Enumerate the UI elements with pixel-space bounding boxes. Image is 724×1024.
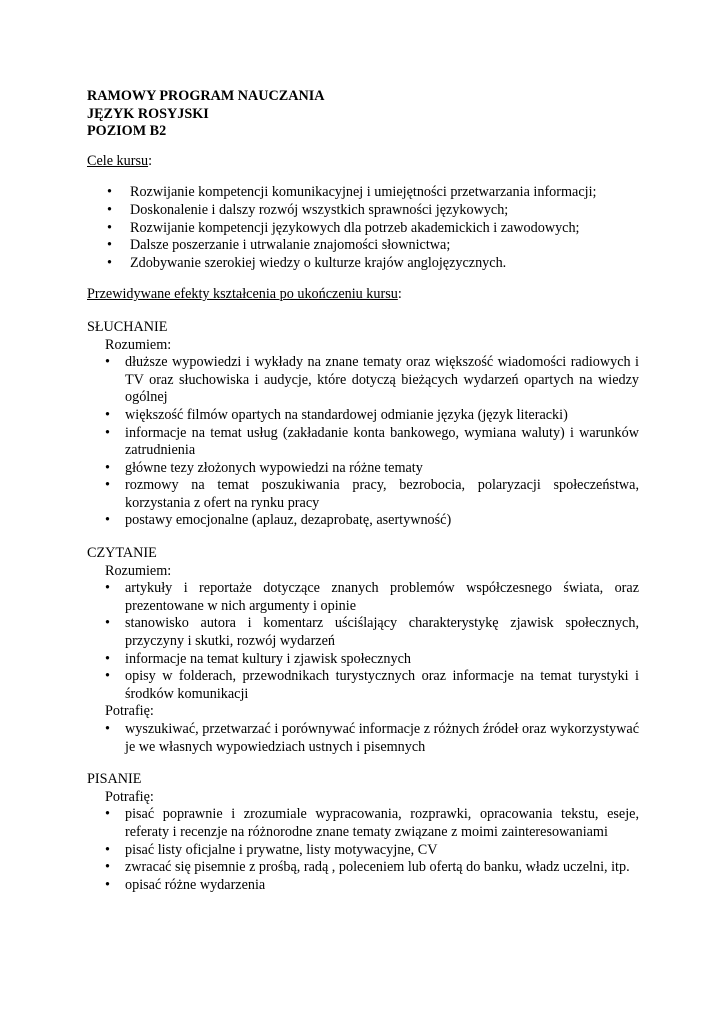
- section-subheading: Potrafię:: [105, 703, 154, 720]
- title-line: RAMOWY PROGRAM NAUCZANIA: [87, 88, 325, 104]
- document-page: [87, 88, 639, 894]
- list-item: • większość filmów opartych na standardowej odmianie języka (język literacki): [87, 407, 639, 425]
- list-item: • pisać listy oficjalne i prywatne, listy motywacyjne, CV: [87, 842, 639, 860]
- list-item: • postawy emocjonalne (aplauz, dezaprobatę, asertywność): [87, 512, 639, 530]
- list-item: • artykuły i reportaże dotyczące znanych problemów współczesnego świata, oraz prezentowane w nich argumenty i opinie: [87, 580, 639, 615]
- list-item: • Dalsze poszerzanie i utrwalanie znajomości słownictwa;: [87, 237, 639, 255]
- list-item: • zwracać się pisemnie z prośbą, radą , poleceniem lub ofertą do banku, władz uczelni, itp.: [87, 859, 639, 877]
- document-title: [87, 88, 639, 141]
- writing-section: [87, 771, 639, 894]
- list-item: • informacje na temat usług (zakładanie konta bankowego, wymiana waluty) i warunków zatrudnienia: [87, 425, 639, 460]
- title-line: POZIOM B2: [87, 123, 167, 140]
- section-title: PISANIE: [87, 771, 142, 788]
- list-item: • informacje na temat kultury i zjawisk społecznych: [87, 651, 639, 669]
- list-item: • Zdobywanie szerokiej wiedzy o kulturze krajów anglojęzycznych.: [87, 255, 639, 273]
- list-item: • opisy w folderach, przewodnikach turystycznych oraz informacje na temat turystyki i środków komunikacji: [87, 668, 639, 703]
- list-item: • główne tezy złożonych wypowiedzi na różne tematy: [87, 460, 639, 478]
- title-line: JĘZYK ROSYJSKI: [87, 105, 209, 122]
- section-title: CZYTANIE: [87, 545, 157, 562]
- list-item: • opisać różne wydarzenia: [87, 877, 639, 895]
- goals-list: [87, 184, 639, 272]
- section-title: SŁUCHANIE: [87, 318, 168, 335]
- list-item: • wyszukiwać, przetwarzać i porównywać informacje z różnych źródeł oraz wykorzystywać je we własnych wypowiedziach ustnych i pisemnych: [87, 721, 639, 756]
- listening-list: [87, 354, 639, 530]
- reading-list-understand: [87, 580, 639, 703]
- list-item: • Rozwijanie kompetencji komunikacyjnej i umiejętności przetwarzania informacji;: [87, 184, 639, 202]
- goals-heading: Cele kursu:: [87, 152, 153, 169]
- list-item: • pisać poprawnie i zrozumiale wypracowania, rozprawki, opracowania tekstu, eseje, referaty i recenzje na różnorodne znane tematy związane z moimi zainteresowaniami: [87, 806, 639, 841]
- list-item: • stanowisko autora i komentarz uściślający charakterystykę zjawisk społecznych, przyczyny i skutki, rozwój wydarzeń: [87, 615, 639, 650]
- section-subheading: Rozumiem:: [105, 562, 172, 579]
- section-subheading: Potrafię:: [105, 788, 154, 805]
- effects-heading: Przewidywane efekty kształcenia po ukończeniu kursu:: [87, 286, 402, 303]
- listening-section: [87, 319, 639, 530]
- list-item: • rozmowy na temat poszukiwania pracy, bezrobocia, polaryzacji społeczeństwa, korzystania z ofert na rynku pracy: [87, 477, 639, 512]
- list-item: • dłuższe wypowiedzi i wykłady na znane tematy oraz większość wiadomości radiowych i TV oraz słuchowiska i audycje, które dotyczą bieżących wydarzeń opartych na wiedzy ogólnej: [87, 354, 639, 407]
- section-subheading: Rozumiem:: [105, 336, 172, 353]
- list-item: • Rozwijanie kompetencji językowych dla potrzeb akademickich i zawodowych;: [87, 220, 639, 238]
- reading-list-can: [87, 721, 639, 756]
- writing-list: [87, 806, 639, 894]
- list-item: • Doskonalenie i dalszy rozwój wszystkich sprawności językowych;: [87, 202, 639, 220]
- reading-section: [87, 545, 639, 756]
